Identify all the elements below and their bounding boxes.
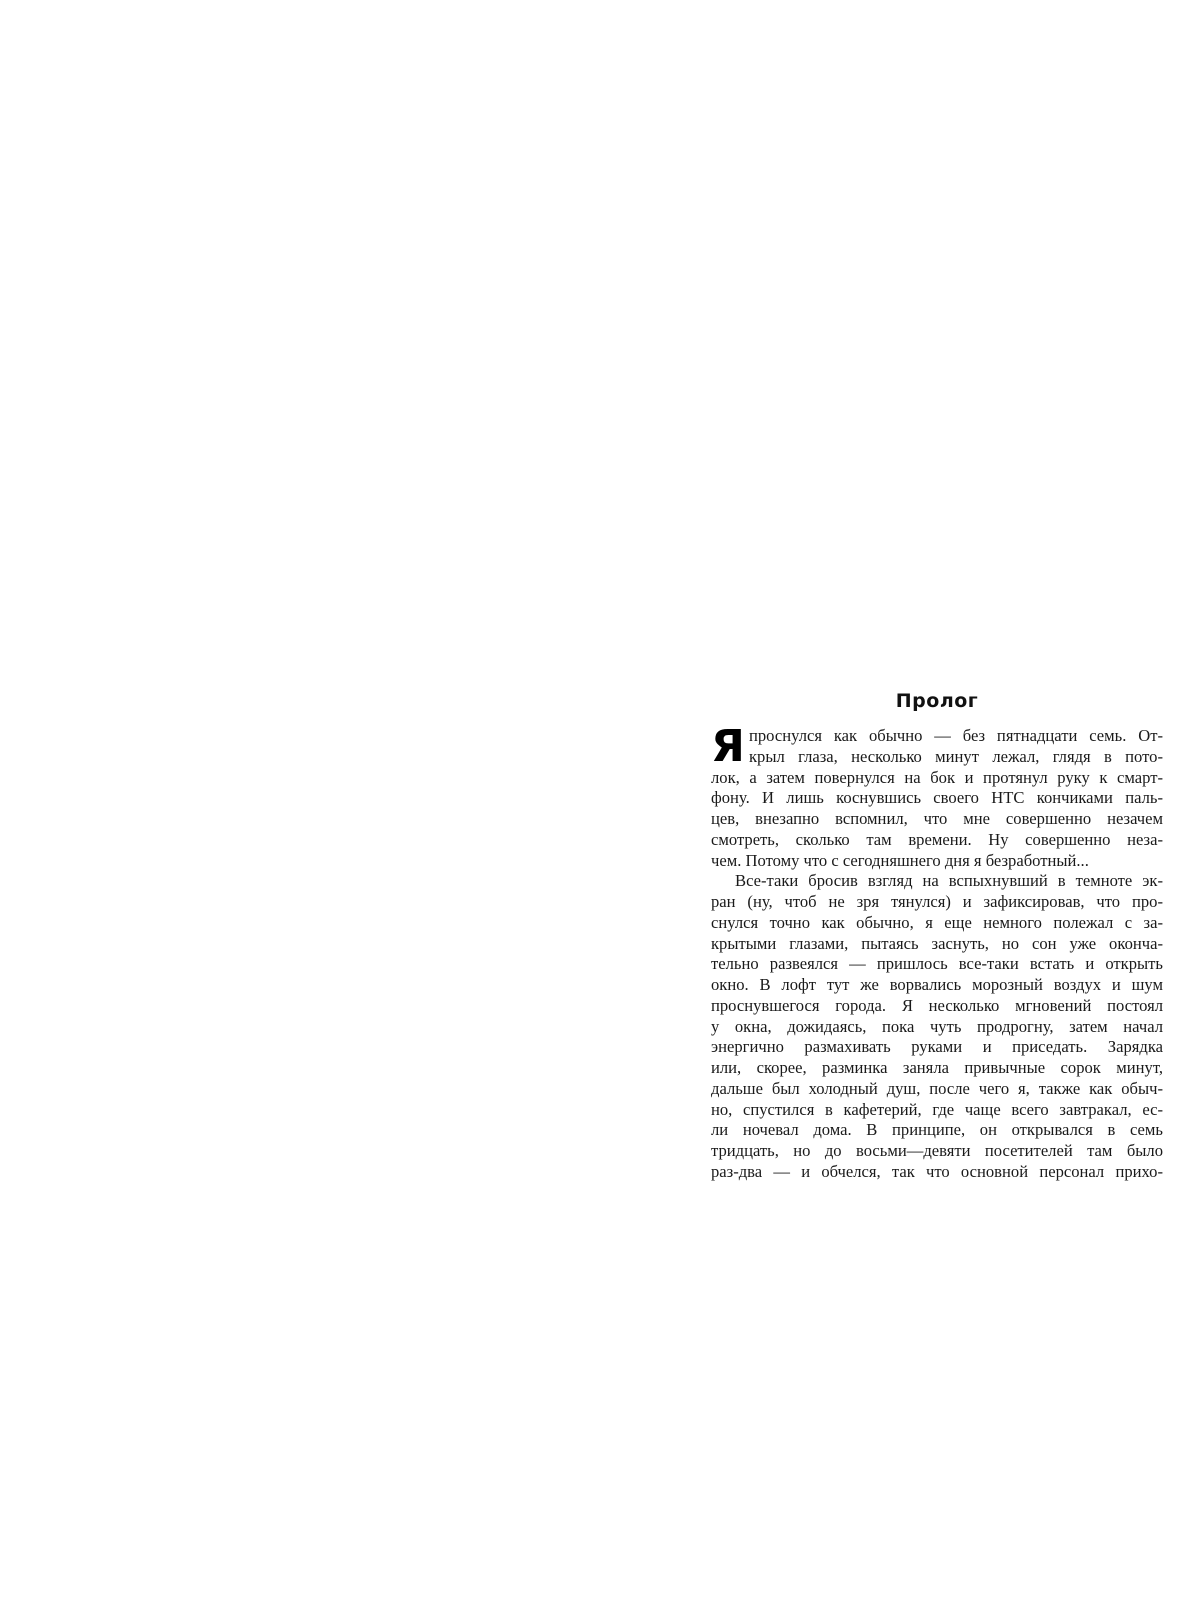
text-line: крытыми глазами, пытаясь заснуть, но сон уже оконча- [711,933,1163,953]
text-line: раз-два — и обчелся, так что основной персонал прихо- [711,1161,1163,1181]
text-line: чем. Потому что с сегодняшнего дня я безработный... [711,850,1089,870]
text-line: ли ночевал дома. В принципе, он открывался в семь [711,1120,1163,1140]
text-line: смотреть, сколько там времени. Ну совершенно неза- [711,829,1163,849]
text-line: проснувшегося города. Я несколько мгновений постоял [711,995,1163,1015]
text-line: у окна, дожидаясь, пока чуть продрогну, затем начал [711,1016,1163,1036]
text-line: но, спустился в кафетерий, где чаще всего завтракал, ес- [711,1099,1163,1119]
text-line: лок, а затем повернулся на бок и протянул руку к смарт- [711,767,1163,787]
drop-cap: Я [711,721,745,772]
paragraph-2 [711,871,1163,1182]
text-line: энергично размахивать руками и приседать. Зарядка [711,1037,1163,1057]
text-line: тридцать, но до восьми—девяти посетителей там было [711,1141,1163,1160]
text-line: Все-таки бросив взгляд на вспыхнувший в темноте эк- [735,871,1163,891]
text-line: снулся точно как обычно, я еще немного полежал с за- [711,912,1163,932]
chapter-title: Пролог [895,690,979,712]
text-line: ран (ну, чтоб не зря тянулся) и зафиксировав, что про- [711,892,1163,911]
text-line: цев, внезапно вспомнил, что мне совершенно незачем [711,809,1163,828]
text-line: или, скорее, разминка заняла привычные сорок минут, [711,1058,1163,1077]
text-line: крыл глаза, несколько минут лежал, глядя в пото- [749,746,1163,766]
text-line: окно. В лофт тут же ворвались морозный воздух и шум [711,975,1163,994]
text-line: проснулся как обычно — без пятнадцати семь. От- [749,726,1163,745]
paragraph-1 [711,721,1163,871]
text-column [711,690,1163,1183]
text-line: дальше был холодный душ, после чего я, также как обыч- [711,1078,1163,1098]
text-line: тельно развеялся — пришлось все-таки встать и открыть [711,954,1163,974]
text-line: фону. И лишь коснувшись своего HTC кончиками паль- [711,788,1163,808]
